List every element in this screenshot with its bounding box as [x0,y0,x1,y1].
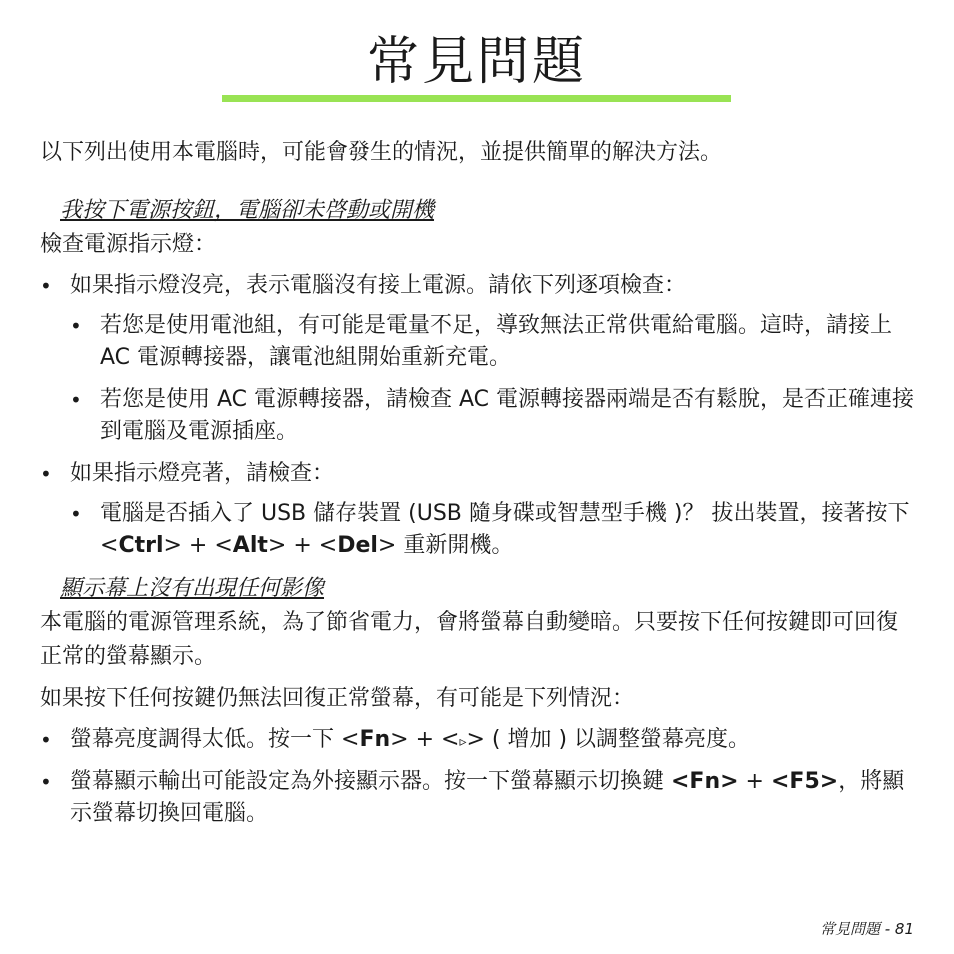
list-item-text [70,769,904,826]
section2-heading: 顯示幕上沒有出現任何影像 [60,576,325,601]
list-item-text: 如果指示燈沒亮，表示電腦沒有接上電源。請依下列逐項檢查： [70,273,687,298]
section1-check-label: 檢查電源指示燈： [40,232,217,257]
page-footer: 常見問題 - 81 [819,920,914,938]
text-segment: 螢幕亮度調得太低。按一下 < [70,727,360,752]
list-item-text: 若您是使用 AC 電源轉接器，請檢查 AC 電源轉接器兩端是否有鬆脫，是否正確連接到電腦及電源插座。 [100,387,915,444]
text-segment: 電腦是否插入了 USB 儲存裝置 (USB 隨身碟或智慧型手機 )？ 拔出裝置，接著按下 < [100,501,910,558]
list-item [40,498,916,562]
key-f5: <F5> [770,769,839,794]
intro-paragraph: 以下列出使用本電腦時，可能會發生的情況，並提供簡單的解決方法。 [40,140,723,165]
section1-list [40,270,916,562]
bullet-icon: • [70,314,82,338]
list-item [40,458,916,490]
bullet-icon: • [40,462,52,486]
section2-paragraph-2: 如果按下任何按鍵仍無法回復正常螢幕，有可能是下列情況： [40,686,635,711]
bullet-icon: • [40,274,52,298]
section2-paragraph-1: 本電腦的電源管理系統，為了節省電力，會將螢幕自動變暗。只要按下任何按鍵即可回復正常的螢幕顯示。 [40,610,899,669]
main-content [40,136,916,838]
text-segment: > + < [163,533,233,558]
page-title: 常見問題 [366,32,587,92]
list-item [40,766,916,830]
key-fn: Fn [359,727,391,752]
key-ctrl: Ctrl [118,533,164,558]
text-segment: > ( 增加 ) 以調整螢幕亮度。 [466,727,751,752]
list-item-text [100,501,909,558]
text-segment: 螢幕顯示輸出可能設定為外接顯示器。按一下螢幕顯示切換鍵 [70,769,671,794]
section2-list [40,724,916,830]
section1-heading: 我按下電源按鈕，電腦卻未啓動或開機 [60,198,435,223]
list-item-text: 如果指示燈亮著，請檢查： [70,461,335,486]
title-underline-bar [222,95,731,102]
list-item [40,724,916,758]
text-segment: > 重新開機。 [377,533,514,558]
bullet-icon: • [70,388,82,412]
text-segment: > + < [390,727,460,752]
bullet-icon: • [40,728,52,752]
bullet-icon: • [70,502,82,526]
list-item-text [70,727,750,752]
bullet-icon: • [40,770,52,794]
right-arrow-icon: ▹ [459,734,467,750]
key-alt: Alt [232,533,268,558]
text-segment: ，將顯示螢幕切換回電腦。 [70,769,905,826]
key-fn: <Fn> [671,769,739,794]
key-del: Del [337,533,378,558]
list-item [40,384,916,448]
list-item-text: 若您是使用電池組，有可能是電量不足，導致無法正常供電給電腦。這時，請接上 AC 電源轉接器，讓電池組開始重新充電。 [100,313,893,370]
list-item [40,270,916,302]
text-segment: > + < [267,533,338,558]
list-item [40,310,916,374]
text-segment: + [738,769,771,794]
